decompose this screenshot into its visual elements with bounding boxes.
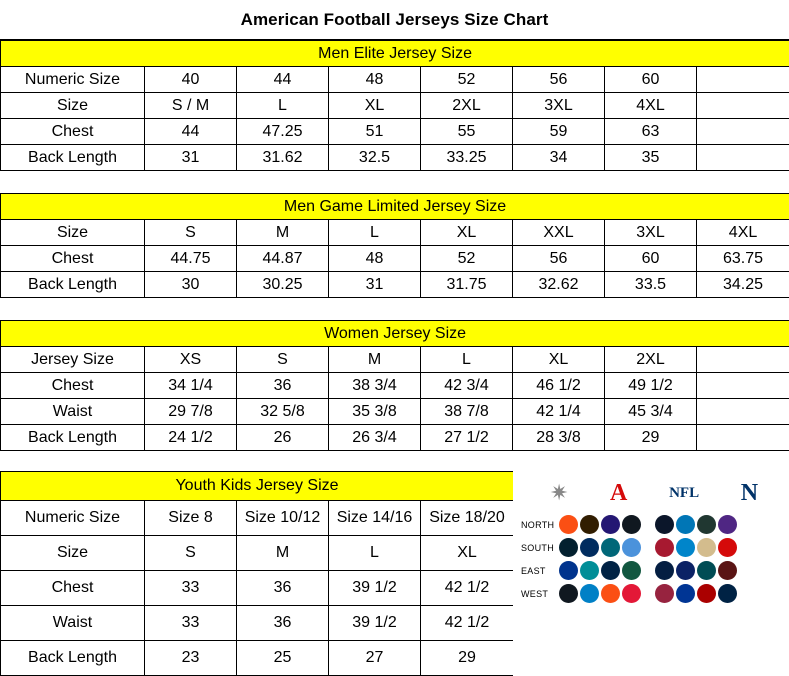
cell: 47.25 [237, 119, 329, 145]
row-label: Jersey Size [1, 347, 145, 373]
cell: S [237, 347, 329, 373]
cell: XXL [513, 220, 605, 246]
section-heading: Men Game Limited Jersey Size [1, 194, 789, 220]
cell: 35 [605, 145, 697, 171]
cell: 33.25 [421, 145, 513, 171]
cell: 59 [513, 119, 605, 145]
nfl-shield-logo: NFL [669, 485, 699, 502]
cell: 38 7/8 [421, 399, 513, 425]
cell: 29 [605, 425, 697, 451]
table-section-heading-row [1, 472, 514, 501]
cell: M [237, 536, 329, 571]
table-row [1, 67, 789, 93]
cell: 56 [513, 246, 605, 272]
cell: 38 3/4 [329, 373, 421, 399]
cell: 27 1/2 [421, 425, 513, 451]
table-row [1, 272, 789, 298]
division-label: WEST [519, 582, 556, 605]
team-logo [718, 584, 737, 603]
table-section-heading-row [1, 194, 789, 220]
cell: 52 [421, 67, 513, 93]
cell: S / M [145, 93, 237, 119]
cell: XL [421, 536, 514, 571]
team-logo [655, 515, 674, 534]
cell: 40 [145, 67, 237, 93]
section-spacer [0, 298, 789, 320]
cell-empty [697, 399, 789, 425]
row-label: Size [1, 536, 145, 571]
cell: 55 [421, 119, 513, 145]
women-jersey-table [0, 320, 789, 451]
cell: 31 [145, 145, 237, 171]
section-spacer [0, 451, 789, 471]
team-logo [622, 561, 641, 580]
row-label: Back Length [1, 145, 145, 171]
page-title-bar [0, 0, 789, 40]
row-label: Numeric Size [1, 501, 145, 536]
table-row [1, 93, 789, 119]
cell-empty [697, 93, 789, 119]
cell: L [329, 220, 421, 246]
team-logo [697, 538, 716, 557]
youth-kids-table [0, 471, 514, 676]
cell: 48 [329, 67, 421, 93]
table-row [1, 145, 789, 171]
division-row-south [519, 536, 789, 559]
team-logo [718, 538, 737, 557]
table-row [1, 536, 514, 571]
table-row [1, 641, 514, 676]
cell: XL [421, 220, 513, 246]
team-logo [697, 515, 716, 534]
cell: 2XL [605, 347, 697, 373]
cell: 63 [605, 119, 697, 145]
cell: 49 1/2 [605, 373, 697, 399]
cell: 33.5 [605, 272, 697, 298]
cell: Size 18/20 [421, 501, 514, 536]
team-logo [601, 561, 620, 580]
cell: 42 1/4 [513, 399, 605, 425]
cell: 32.62 [513, 272, 605, 298]
cell: 36 [237, 373, 329, 399]
division-teams [556, 513, 789, 536]
team-logo [655, 538, 674, 557]
team-logo [697, 584, 716, 603]
team-logo [601, 538, 620, 557]
table-section-heading-row [1, 41, 789, 67]
cell: 29 [421, 641, 514, 676]
cell: L [329, 536, 421, 571]
row-label: Chest [1, 373, 145, 399]
cell: 46 1/2 [513, 373, 605, 399]
table-row [1, 425, 789, 451]
cell: L [237, 93, 329, 119]
team-logo [580, 584, 599, 603]
cell: 2XL [421, 93, 513, 119]
cell: 3XL [605, 220, 697, 246]
cell: 29 7/8 [145, 399, 237, 425]
cell: 33 [145, 606, 237, 641]
team-logo [601, 515, 620, 534]
cell: 4XL [605, 93, 697, 119]
cell: 45 3/4 [605, 399, 697, 425]
cell: 44.87 [237, 246, 329, 272]
cell: 27 [329, 641, 421, 676]
cell: 42 1/2 [421, 606, 514, 641]
cell: XL [513, 347, 605, 373]
team-logo [559, 561, 578, 580]
bottom-section [0, 471, 789, 676]
cell: 35 3/8 [329, 399, 421, 425]
row-label: Chest [1, 119, 145, 145]
team-logo [676, 538, 695, 557]
row-label: Chest [1, 571, 145, 606]
division-label: NORTH [519, 513, 556, 536]
cell: 56 [513, 67, 605, 93]
team-logo [718, 515, 737, 534]
cell: L [421, 347, 513, 373]
team-logo [580, 538, 599, 557]
cell: XS [145, 347, 237, 373]
cell: 30.25 [237, 272, 329, 298]
table-row [1, 119, 789, 145]
cell: XL [329, 93, 421, 119]
cell: 25 [237, 641, 329, 676]
cell: 23 [145, 641, 237, 676]
cell: 30 [145, 272, 237, 298]
row-label: Numeric Size [1, 67, 145, 93]
cell: 26 3/4 [329, 425, 421, 451]
cell: Size 10/12 [237, 501, 329, 536]
team-logo [655, 561, 674, 580]
table-row [1, 606, 514, 641]
cell: 34.25 [697, 272, 789, 298]
division-row-west [519, 582, 789, 605]
cell: 24 1/2 [145, 425, 237, 451]
cell: 28 3/8 [513, 425, 605, 451]
cell: 52 [421, 246, 513, 272]
cell: 39 1/2 [329, 606, 421, 641]
cell-empty [697, 67, 789, 93]
cell: 42 1/2 [421, 571, 514, 606]
division-row-north [519, 513, 789, 536]
cell: 31.75 [421, 272, 513, 298]
nfl-teams-panel [513, 471, 789, 676]
team-logo [676, 561, 695, 580]
cell: 32.5 [329, 145, 421, 171]
table-row [1, 220, 789, 246]
cell: Size 14/16 [329, 501, 421, 536]
division-row-east [519, 559, 789, 582]
section-spacer [0, 171, 789, 193]
team-logo [622, 515, 641, 534]
cell: 44 [145, 119, 237, 145]
cell: 51 [329, 119, 421, 145]
cell: 39 1/2 [329, 571, 421, 606]
cell: 34 [513, 145, 605, 171]
team-logo [622, 538, 641, 557]
cell-empty [697, 373, 789, 399]
section-heading: Men Elite Jersey Size [1, 41, 789, 67]
table-row [1, 373, 789, 399]
division-label: SOUTH [519, 536, 556, 559]
cell: 60 [605, 67, 697, 93]
cell-empty [697, 347, 789, 373]
team-logo [697, 561, 716, 580]
division-label: EAST [519, 559, 556, 582]
cell: 34 1/4 [145, 373, 237, 399]
team-logo [559, 538, 578, 557]
nfc-logo: N [741, 480, 758, 507]
cell: 60 [605, 246, 697, 272]
cell: 36 [237, 606, 329, 641]
row-label: Back Length [1, 641, 145, 676]
table-row [1, 501, 514, 536]
cell: M [237, 220, 329, 246]
cell: 31 [329, 272, 421, 298]
cell: 33 [145, 571, 237, 606]
team-logo [655, 584, 674, 603]
section-heading: Women Jersey Size [1, 321, 789, 347]
division-teams [556, 559, 789, 582]
afc-logo: A [610, 480, 627, 507]
cell: S [145, 536, 237, 571]
cell: Size 8 [145, 501, 237, 536]
row-label: Size [1, 220, 145, 246]
cell-empty [697, 425, 789, 451]
division-team-grid [519, 513, 789, 605]
team-logo [559, 515, 578, 534]
team-logo [622, 584, 641, 603]
team-logo [676, 584, 695, 603]
cell: 4XL [697, 220, 789, 246]
cell: 42 3/4 [421, 373, 513, 399]
division-teams [556, 582, 789, 605]
cell: 32 5/8 [237, 399, 329, 425]
cell: 44.75 [145, 246, 237, 272]
row-label: Waist [1, 399, 145, 425]
team-logo [718, 561, 737, 580]
cell: S [145, 220, 237, 246]
cell: 26 [237, 425, 329, 451]
table-section-heading-row [1, 321, 789, 347]
row-label: Back Length [1, 272, 145, 298]
cell: 63.75 [697, 246, 789, 272]
table-row [1, 399, 789, 425]
team-logo [676, 515, 695, 534]
men-elite-table [0, 40, 789, 171]
row-label: Back Length [1, 425, 145, 451]
table-row [1, 571, 514, 606]
division-teams [556, 536, 789, 559]
page-title: American Football Jerseys Size Chart [241, 10, 549, 30]
team-logo [580, 561, 599, 580]
cell: 3XL [513, 93, 605, 119]
team-logo [580, 515, 599, 534]
cell: 44 [237, 67, 329, 93]
cell-empty [697, 119, 789, 145]
table-row [1, 246, 789, 272]
row-label: Waist [1, 606, 145, 641]
row-label: Chest [1, 246, 145, 272]
cell: 48 [329, 246, 421, 272]
row-label: Size [1, 93, 145, 119]
youth-table-wrap [0, 471, 513, 676]
team-logo [559, 584, 578, 603]
table-row [1, 347, 789, 373]
cell-empty [697, 145, 789, 171]
cell: 31.62 [237, 145, 329, 171]
men-game-limited-table [0, 193, 789, 298]
cell: 36 [237, 571, 329, 606]
section-heading: Youth Kids Jersey Size [1, 472, 514, 501]
league-star-logo: ✷ [550, 480, 568, 506]
conference-logo-row [519, 471, 789, 513]
cell: M [329, 347, 421, 373]
team-logo [601, 584, 620, 603]
